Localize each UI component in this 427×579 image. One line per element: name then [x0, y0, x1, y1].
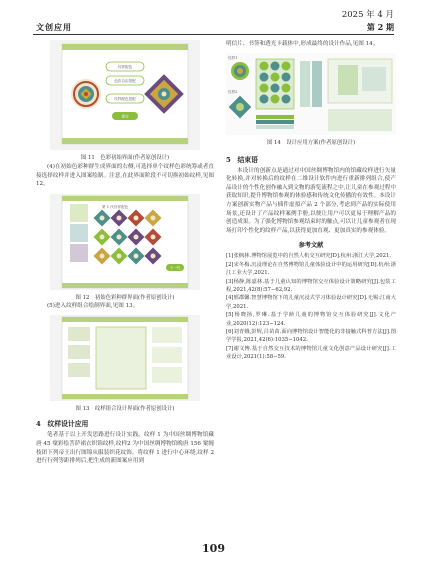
composition-screenshot	[50, 315, 200, 401]
color-init-screenshot	[50, 40, 200, 150]
postcard-tile-icon	[271, 94, 280, 103]
reference-item: [4]邢郡馨.智慧博物馆下的儿童沉浸式学习体验设计研究[D].无锡:江南大学,2021.	[226, 295, 396, 310]
reference-item: [1]张枫林.博物馆展览中的自然人机交互研究[D].杭州:浙江大学,2021.	[226, 253, 392, 260]
pattern-tile-center-icon	[151, 215, 156, 220]
postcard-tile-icon	[282, 83, 291, 92]
paragraph-step4: (4)在初始色彩种群生成界面的右侧,可选择单个纹样色彩统筹或者直接选择纹样并进入图案绘制。注意,在此界面阶段不可切换初始纹样,见图 12。	[36, 164, 214, 188]
pattern-tile-center-icon	[117, 215, 122, 220]
issue-number: 第 2 期	[366, 22, 394, 32]
figure-14-caption: 图 14 设计应用方案(作者原创设计)	[266, 139, 356, 146]
page-number: 109	[202, 542, 225, 555]
pattern-tile-center-icon	[151, 253, 156, 258]
pattern-tile-center-icon	[151, 234, 156, 239]
pattern-tile-center-icon	[134, 234, 139, 239]
generation-title: 第 1 代纹样配色	[102, 204, 129, 209]
application-mockup	[226, 53, 396, 135]
pattern-tile-center-icon	[117, 253, 122, 258]
section-5-text: 本设计的创新点是通过对中国丝绸博物馆内的馆藏纹样进行矢量化转换,并对转换后的纹样在二维设计软件内进行重新排列组合,使产品设计的个性化创作融入到文物的游览流程之中,让儿童在参观过程中获取知识,提升博物馆参观的体验感和传统文化传播的有效性。本设计方案创新实物产品与插件虚拟产品 2 个部分,考虑到产品的实际使用场景,还设计了产品纹样案例手册,以便让用户可以更易于理解产品的创造成果。为了强化博物馆参观结束时的触点,可以让儿童参观者在现场打印个性化的纹样产品,以获得更加直观、更加真实的参观体验。	[226, 167, 396, 234]
figure-11	[50, 40, 200, 150]
left-column	[36, 40, 214, 466]
reference-item: [2]宋冬梅.沉浸理论在自然博物馆儿童体验设计中的运用研究[D].杭州:浙江工业大学,2021.	[226, 261, 396, 277]
pattern-tile-center-icon	[100, 234, 105, 239]
figure-13	[50, 315, 200, 401]
figure-14	[226, 53, 396, 135]
postcard-tile-icon	[282, 61, 291, 70]
btn-pattern-match[interactable]: 纹样配色搭配	[114, 97, 136, 101]
postcard-tile-icon	[260, 72, 269, 81]
btn-submit[interactable]: 提交	[121, 114, 129, 119]
paragraph-step5: (5)进入纹样组合绘制界面,见图 13。	[47, 302, 139, 309]
section-4-title: 4 纹样设计应用	[36, 420, 89, 429]
postcard-tile-icon	[271, 72, 280, 81]
section-4-text: 笔者基于以上开发思路进行设计实践。纹样 1 为中国丝绸博物馆藏唐 45 窠彩绘菩萨裙衣织锦纹样,纹样2 为中国丝绸博物馆晚唐 156 窠缠枝团下列帝王出行图锦从服装织花纹饰。将纹样 1 进行中心环绕,纹样 2 进行行列等距排列后,把生成的新图案应用到	[36, 432, 214, 465]
figure-12-caption: 图 12 初始色彩种群界面(作者原创设计)	[75, 294, 175, 301]
postcard-tile-icon	[271, 83, 280, 92]
figure-11-caption: 图 11 色彩初始界面(作者原创设计)	[80, 155, 170, 161]
reference-item: [6]刘青娥,彭辉,吕苗苗.面向博物馆设计智能化的非接触式科普方法[J].图学学报,2021,42(6):1035−1042.	[226, 329, 396, 344]
pattern-2-label: 纹样2	[228, 89, 238, 94]
postcard-tile-icon	[260, 94, 269, 103]
pattern-1-icon	[71, 79, 101, 109]
section-5-title: 5 结束语	[226, 155, 258, 164]
reference-item: [3]杨静,陈嘉林.基于儿童认知的博物馆交互体验设计策略研究[J].包装工程,2021,42(8):57−62,92.	[226, 278, 396, 293]
population-screenshot	[50, 194, 200, 290]
reference-item: [5]杨晓扬,罗琳.基于学龄儿童的博物馆交互体验研究[J].文化产业,2020(12):123−124.	[226, 312, 396, 327]
bookmark-2	[312, 61, 322, 107]
figure-12	[50, 194, 200, 290]
bookmark-1	[300, 61, 310, 107]
postcard-tile-icon	[271, 61, 280, 70]
pattern-tile-center-icon	[134, 215, 139, 220]
issue-date: 2025 年 4 月	[341, 10, 394, 20]
next-generation-button[interactable]: 下一代	[169, 265, 181, 270]
journal-section: 文创应用	[36, 22, 72, 32]
pattern-tile-center-icon	[100, 253, 105, 258]
btn-pattern-color[interactable]: 纹样配色	[117, 65, 133, 69]
postcard-tile-icon	[260, 83, 269, 92]
pattern-1-thumb	[231, 62, 249, 80]
figure-13-caption: 图 13 纹样组合设计界面(作者原创设计)	[75, 406, 175, 413]
postcard-tile-icon	[282, 72, 291, 81]
postcard-tile-icon	[282, 94, 291, 103]
btn-free-color[interactable]: 色彩自由搭配	[114, 79, 136, 83]
reference-list	[226, 252, 396, 361]
references-title: 参考文献	[298, 242, 324, 250]
pattern-1-label: 纹样1	[228, 55, 238, 60]
continued-text: 明信片、书签和透光卡载体中,形成最终的设计作品,见图 14。	[226, 41, 379, 47]
pattern-tile-center-icon	[117, 234, 122, 239]
header-rule	[33, 34, 394, 35]
pattern-tile-center-icon	[134, 253, 139, 258]
right-column	[226, 40, 396, 362]
reference-item: [7]谢文博.基于自然交互技术的博物馆儿童文化创意产品设计研究[J].工业设计,2021(1):58−59.	[226, 345, 396, 361]
postcard-tile-icon	[260, 61, 269, 70]
pattern-tile-center-icon	[100, 215, 105, 220]
